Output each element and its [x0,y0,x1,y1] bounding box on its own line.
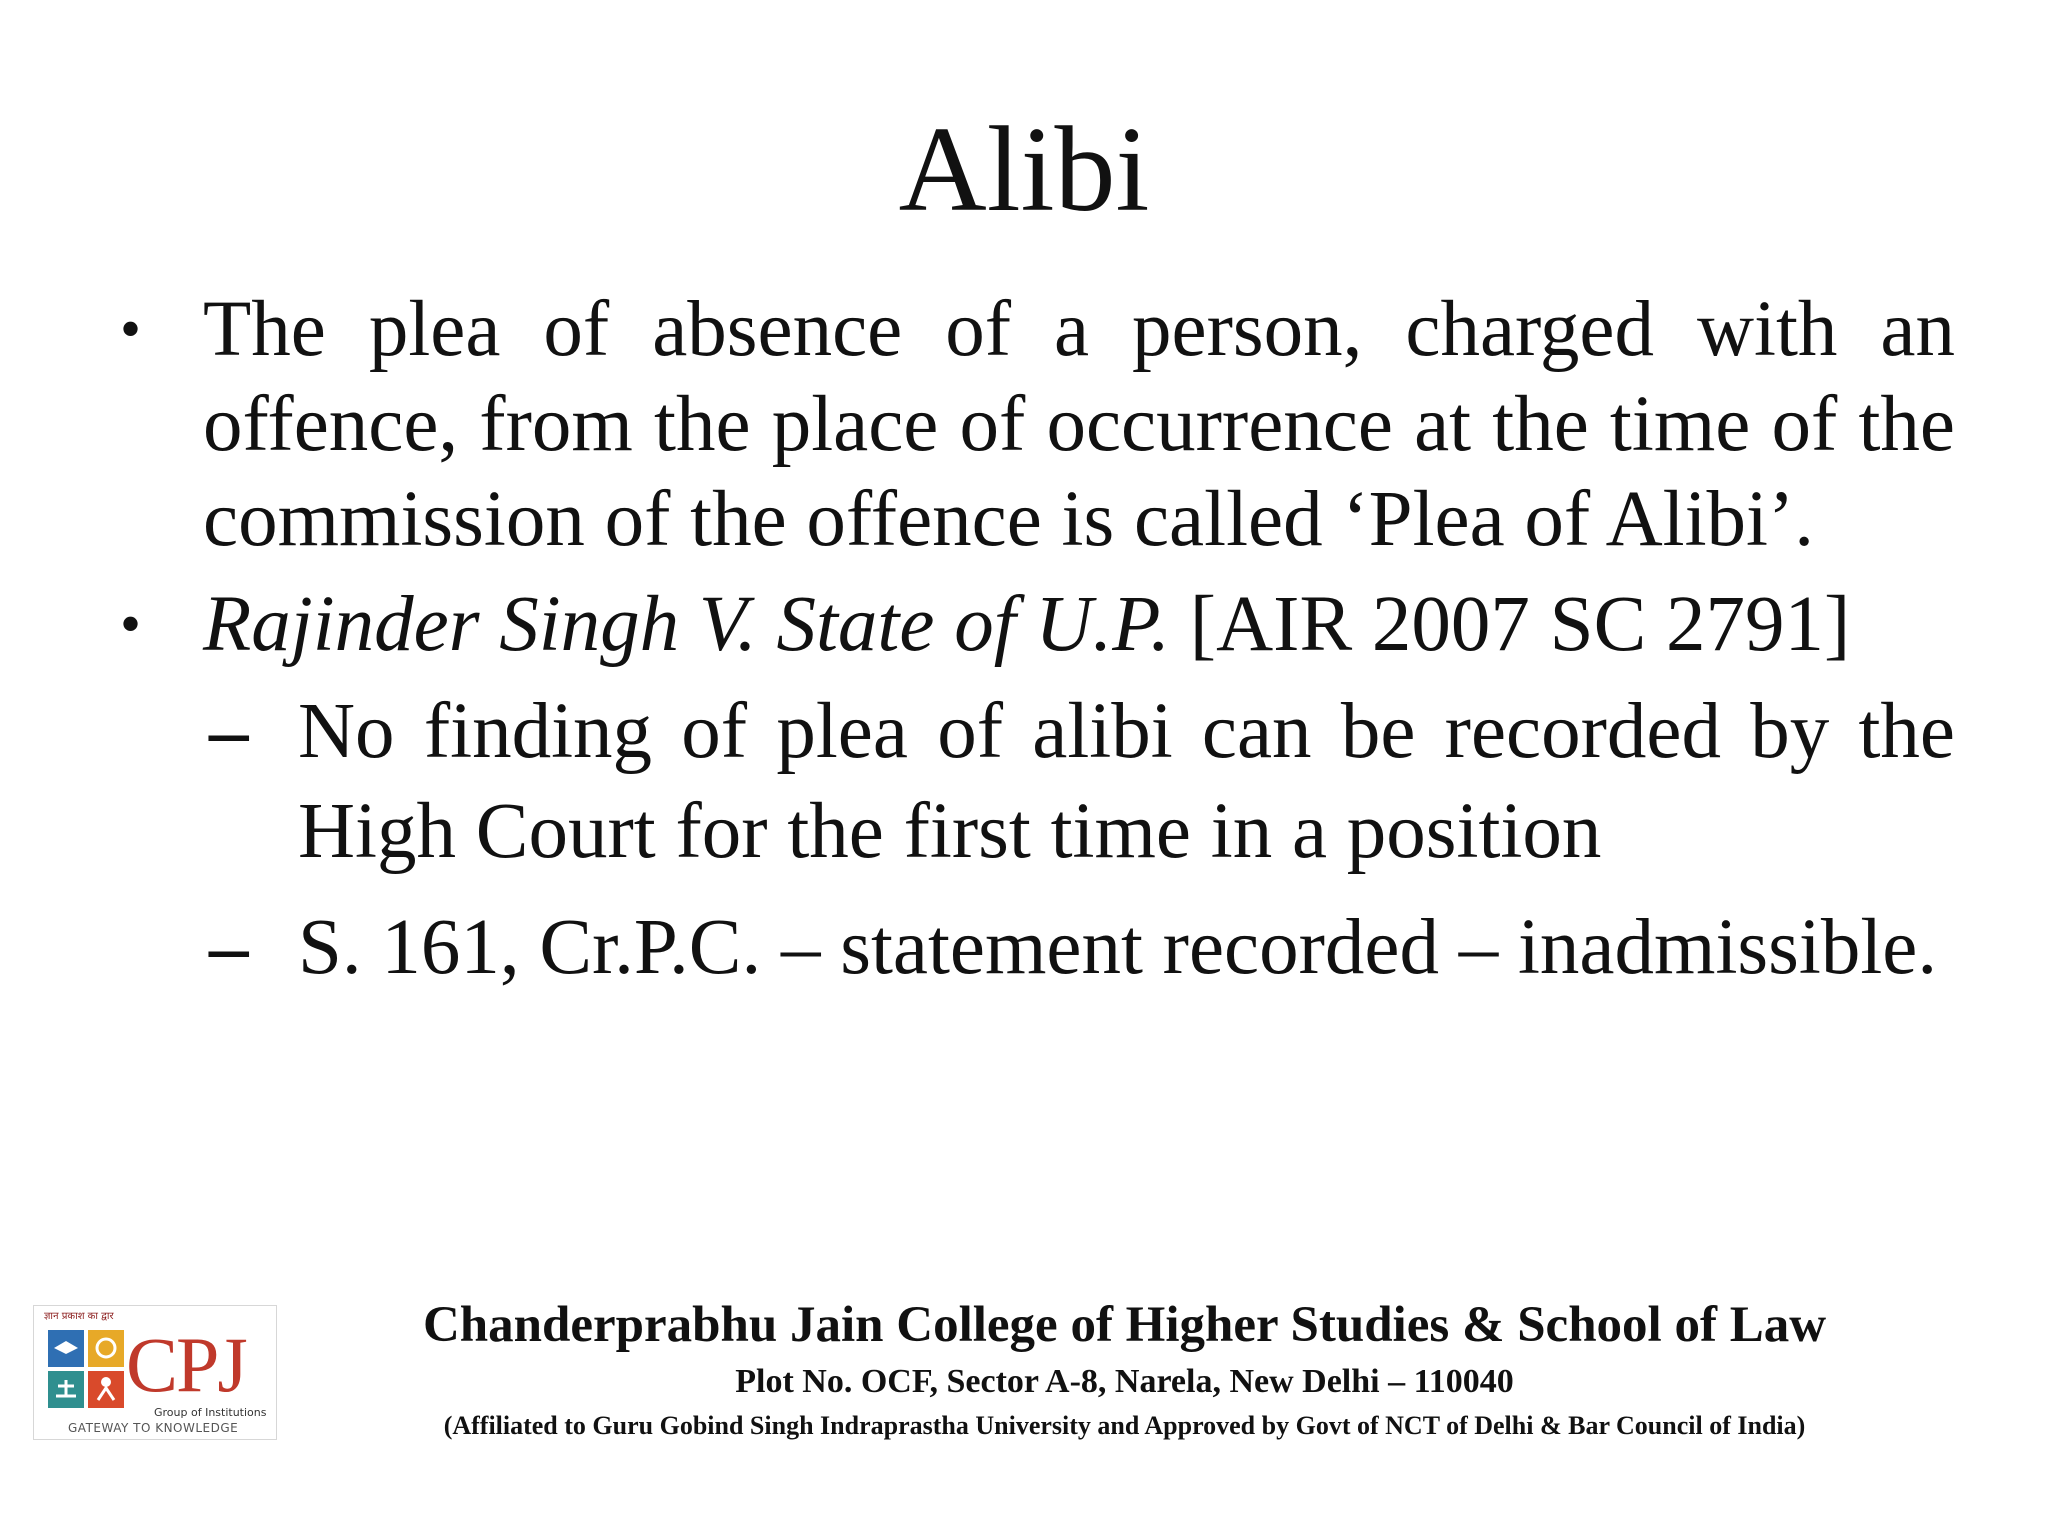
subpoint-list [120,682,1955,998]
subpoint-item [209,898,1955,998]
slide-title: Alibi [898,102,1150,237]
college-affiliation: (Affiliated to Guru Gobind Singh Indraprastha University and Approved by Govt of NCT of Delhi & Bar Council of India) [443,1411,1806,1440]
cpj-emblem-icon [48,1330,124,1408]
college-name: Chanderprabhu Jain College of Higher Studies & School of Law [422,1297,1827,1353]
slide-content [120,282,1955,998]
subpoint-text: No finding of plea of alibi can be recorded by the High Court for the first time in a position [298,688,1955,875]
logo-group-text: Group of Institutions [154,1406,267,1419]
bullet-icon: • [120,296,142,362]
bullet-text [203,577,1955,672]
college-address: Plot No. OCF, Sector A-8, Narela, New Delhi – 110040 [735,1363,1514,1400]
logo-text: CPJ [126,1321,246,1408]
footer [0,1285,2048,1475]
bullet-item [120,577,1955,672]
bullet-text: The plea of absence of a person, charged with an offence, from the place of occurrence at the time of the commission of the offence is called ‘Plea of Alibi’. [203,286,1955,563]
dash-icon: – [209,904,249,991]
subpoint-text: S. 161, Cr.P.C. – statement recorded – inadmissible. [298,904,1938,991]
college-logo [33,1305,277,1440]
case-name: Rajinder Singh V. State of U.P. [203,581,1171,668]
logo-tagline: GATEWAY TO KNOWLEDGE [68,1421,239,1435]
subpoint-item [209,682,1955,882]
case-citation: [AIR 2007 SC 2791] [1170,581,1851,668]
logo-motto: ज्ञान प्रकाश का द्वार [44,1311,114,1322]
dash-icon: – [209,688,249,775]
bullet-item [120,282,1955,567]
bullet-icon: • [120,591,142,657]
